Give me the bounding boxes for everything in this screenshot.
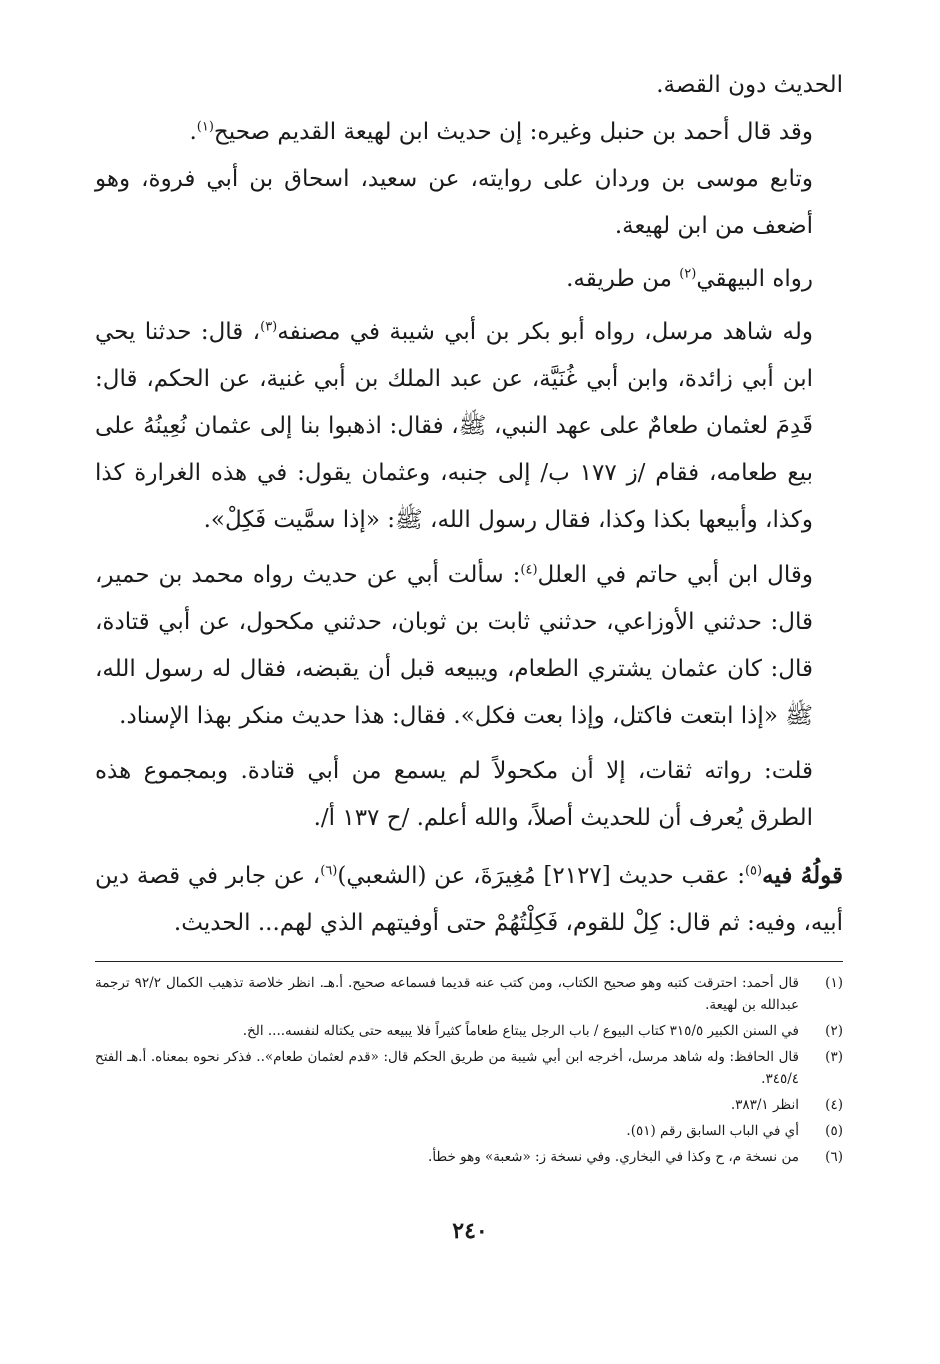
footnote-4 [95, 1094, 843, 1116]
paragraph-5 [95, 309, 843, 544]
page-number: ٢٤٠ [452, 1218, 488, 1244]
paragraph-6 [95, 552, 843, 740]
paragraph-8 [95, 852, 843, 947]
footnote-text: من نسخة م، ح وكذا في البخاري. وفي نسخة ز: «شعبة» وهو خطأ. [428, 1149, 799, 1165]
main-text [95, 62, 843, 953]
paragraph-text: وله شاهد مرسل، رواه أبو بكر بن أبي شيبة في مصنفه [277, 319, 813, 345]
paragraph-text: وقد قال أحمد بن حنبل وغيره: إن حديث ابن لهيعة القديم صحيح [213, 119, 813, 145]
paragraph-text: قلت: رواته ثقات، إلا أن مكحولاً لم يسمع من أبي قتادة. وبمجموع هذه الطرق يُعرف أن للحديث أصلاً، والله أعلم. /ح ١٣٧ أ/. [95, 758, 813, 831]
footnote-text: في السنن الكبير ٣١٥/٥ كتاب البيوع / باب الرجل يبتاع طعاماً كثيراً فلا يبيعه حتى يكتاله لنفسه.... الخ. [242, 1023, 799, 1039]
footnote-number: (١) [825, 975, 843, 991]
footnote-text: قال الحافظ: وله شاهد مرسل، أخرجه ابن أبي شيبة من طريق الحكم قال: «قدم لعثمان طعام».. فذكر نحوه بمعناه. أ.هـ الفتح ٣٤٥/٤. [95, 1049, 799, 1087]
paragraph-tail: ، عن جابر في قصة دين أبيه، وفيه: ثم قال: كِلْ للقوم، فَكِلْتُهُمْ حتى أوفيتهم الذي لهم... الحديث. [95, 863, 843, 936]
paragraph-tail: من طريقه. [566, 266, 680, 292]
footnote-3 [95, 1046, 843, 1090]
footnote-text: أي في الباب السابق رقم (٥١). [626, 1123, 799, 1139]
footnote-text: قال أحمد: احترقت كتبه وهو صحيح الكتاب، ومن كتب عنه قديما فسماعه صحيح. أ.هـ. انظر خلاصة تذهيب الكمال ٩٢/٢ ترجمة عبدالله بن لهيعة. [95, 975, 800, 1013]
footnote-number: (٤) [825, 1097, 843, 1113]
paragraph-text: وقال ابن أبي حاتم في العلل [537, 562, 814, 588]
paragraph-1 [95, 62, 843, 109]
paragraph-3 [95, 156, 843, 250]
footnote-1 [95, 972, 843, 1016]
footnote-ref[interactable]: (٣) [260, 319, 278, 335]
footnote-number: (٦) [825, 1149, 843, 1165]
paragraph-text: الحديث دون القصة. [656, 72, 843, 98]
paragraph-4 [95, 256, 843, 303]
footnote-ref[interactable]: (١) [196, 119, 214, 135]
footnote-number: (٢) [825, 1023, 843, 1039]
paragraph-text: وتابع موسى بن وردان على روايته، عن سعيد، اسحاق بن أبي فروة، وهو أضعف من ابن لهيعة. [95, 166, 813, 239]
footnote-ref[interactable]: (٤) [520, 562, 538, 578]
footnote-5 [95, 1120, 843, 1142]
paragraph-text: : عقب حديث [٢١٢٧] مُغِيرَةَ، عن (الشعبي) [337, 863, 745, 889]
footnote-number: (٥) [825, 1123, 843, 1139]
footnote-ref[interactable]: (٦) [320, 863, 338, 879]
footnotes [95, 972, 843, 1172]
paragraph-2 [95, 109, 843, 156]
footnote-ref[interactable]: (٢) [679, 266, 697, 282]
footnote-number: (٣) [825, 1049, 843, 1065]
footnote-ref[interactable]: (٥) [744, 863, 763, 879]
footnote-6 [95, 1146, 843, 1168]
footnote-2 [95, 1020, 843, 1042]
paragraph-tail: . [189, 119, 197, 145]
paragraph-lead: قولُهُ فيه [762, 862, 843, 889]
paragraph-text: رواه البيهقي [696, 266, 813, 292]
paragraph-7 [95, 748, 843, 842]
paragraph-tail: ، قال: حدثنا يحي ابن أبي زائدة، وابن أبي غُنَيَّة، عن عبد الملك بن أبي غنية، عن الحكم، قال: قَدِمَ لعثمان طعامٌ على عهد النبي، ﷺ، فقال: اذهبوا بنا إلى عثمان نُعِينُهُ على بيع طعامه، فقام /ز ١٧٧ ب/ إلى جنبه، وعثمان يقول: في هذه الغرارة كذا وكذا، وأبيعها بكذا وكذا، فقال رسول الله، ﷺ: «إذا سمَّيت فَكِلْ». [95, 319, 813, 533]
footnote-text: انظر ٣٨٣/١. [730, 1097, 799, 1113]
footnote-divider [95, 961, 843, 962]
paragraph-tail: : سألت أبي عن حديث رواه محمد بن حمير، قال: حدثني الأوزاعي، حدثني ثابت بن ثوبان، حدثني مكحول، عن أبي قتادة، قال: كان عثمان يشتري الطعام، ويبيعه قبل أن يقبضه، فقال له رسول الله، ﷺ «إذا ابتعت فاكتل، وإذا بعت فكل». فقال: هذا حديث منكر بهذا الإسناد. [95, 562, 813, 729]
